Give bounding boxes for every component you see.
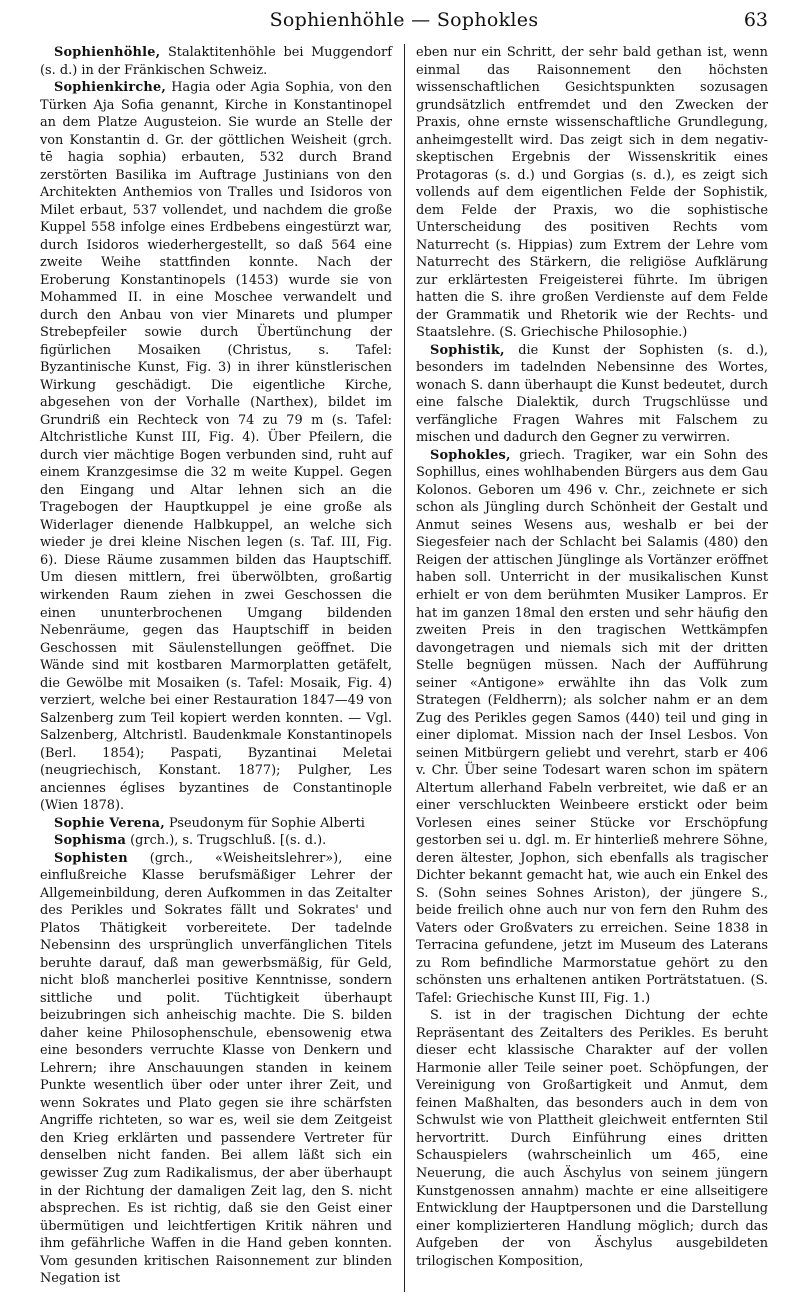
entry-text: eben nur ein Schritt, der sehr bald gethan ist, wenn einmal das Raisonnement den höchsten wissenschaftlichen Gesichtspunkten sozusagen grundsätzlich entfremdet und den Zwecken der Praxis, ohne ernste wissenschaftliche Grundlegung, anheimgestellt wird. Das zeigt sich in dem negativ-skeptischen Ergebnis der Wissenskritik eines Protagoras (s. d.) und Gorgias (s. d.), es zeigt sich vollends auf dem eigentlichen Felde der Sophistik, dem Felde der Praxis, wo die sophistische Unterscheidung des positiven Rechts vom Naturrecht (s. Hippias) zum Extrem der Lehre vom Naturrecht des Stärkern, die religiöse Aufklärung zur erklärtesten Freigeisterei führte. Im übrigen hatten die S. ihre großen Verdienste auf dem Felde der Grammatik und Rhetorik wie der Rechts- und Staatslehre. (S. Griechische Philosophie.) [416,45,768,341]
right-column [416,44,768,1288]
page-header [40,0,768,44]
entry-text: die Kunst der Sophisten (s. d.), besonders im tadelnden Nebensinne des Wortes, wonach S. dann überhaupt die Kunst bedeutet, durch eine falsche Dialektik, durch Trugschlüsse und verfängliche Fragen Wahres mit Falschem zu mischen und dadurch den Gegner zu verwirren. [416,342,768,446]
entry-sophie-verena [40,815,392,833]
entry-text: Pseudonym für Sophie Alberti [164,815,365,831]
entry-text: griech. Tragiker, war ein Sohn des Sophillus, eines wohlhabenden Bürgers aus dem Gau Kolonos. Geboren um 496 v. Chr., zeichnete er sich schon als Jüngling durch Schönheit der Gestalt und Anmut seines Wesens aus, weshalb er bei der Siegesfeier nach der Schlacht bei Salamis (480) den Reigen der attischen Jünglinge als Vortänzer eröffnet haben soll. Unterricht in der musikalischen Kunst erhielt er von dem berühmten Musiker Lampros. Er hat im ganzen 18mal den ersten und sehr häufig den zweiten Preis in den tragischen Wettkämpfen davongetragen und niemals sich mit der dritten Stelle begnügen müssen. Nach der Aufführung seiner «Antigone» erwählte ihn das Volk zum Strategen (Feldherrn); als solcher nahm er an dem Zug des Perikles gegen Samos (440) teil und ging in einer diplomat. Mission nach der Insel Lesbos. Von seinen Mitbürgern geliebt und verehrt, starb er 406 v. Chr. Über seine Todesart waren schon im spätern Altertum allerhand Fabeln verbreitet, wie daß er an einer verschluckten Weinbeere erstickt oder beim Vorlesen eines seiner Stücke vor Erschöpfung gestorben sei u. dgl. m. Er hinterließ mehrere Söhne, deren ältester, Jophon, sich ebenfalls als tragischer Dichter bekannt gemacht hat, wie auch ein Enkel des S. (Sohn seines Sohnes Ariston), der jüngere S., beide freilich ohne auch nur von fern den Ruhm des Vaters oder Großvaters zu erreichen. Seine 1838 in Terracina gefundene, jetzt im Museum des Laterans zu Rom befindliche Marmorstatue gehört zu den schönsten uns erhaltenen antiken Porträtstatuen. (S. Tafel: Griechische Kunst III, Fig. 1.) [416,447,768,1006]
entry-text: (grch., «Weisheitslehrer»), eine einflußreiche Klasse berufsmäßiger Lehrer der Allgemeinbildung, deren Aufkommen in das Zeitalter des Perikles und Sokrates fällt und Sokrates' und Platos Thätigkeit vorbereitete. Der tadelnde Nebensinn des ursprünglich unverfänglichen Titels beruhte darauf, daß man gewerbsmäßig, für Geld, nicht bloß mancherlei positive Kenntnisse, sondern sittliche und polit. Tüchtigkeit überhaupt beizubringen sich anheischig machte. Die S. bilden daher keine Philosophenschule, ebensowenig etwa eine besonders verruchte Klasse von Denkern und Lehrern; ihre Anschauungen standen in keinem Punkte wesentlich über oder unter ihrer Zeit, und wenn Sokrates und Plato gegen sie ihre schärfsten Angriffe richteten, so war es, weil sie dem Zeitgeist den Krieg erklärten und passendere Vertreter für denselben nicht fanden. Bei allem läßt sich ein gewisser Zug zum Radikalismus, der aber überhaupt in der Richtung der damaligen Zeit lag, den S. nicht absprechen. Es ist richtig, daß sie den Geist einer übermütigen und leichtfertigen Kritik nähren und ihm gefährliche Waffen in die Hand geben konnten. Vom gesunden kritischen Raisonnement zur blinden Negation ist [40,850,392,1287]
entry-text: Stalaktitenhöhle bei Muggendorf (s. d.) in der Fränkischen Schweiz. [40,45,392,78]
entry-lemma: Sophisten [54,850,128,866]
entry-lemma: Sophienkirche, [54,80,167,96]
entry-text: S. ist in der tragischen Dichtung der echte Repräsentant des Zeitalters des Perikles. Es beruht dieser echt klassische Charakter auf der vollen Harmonie aller Teile seiner poet. Schöpfungen, der Vereinigung von Großartigkeit und Anmut, dem feinen Maßhalten, das besonders auch in dem von Schwulst wie von Plattheit gleichweit entfernten Stil hervortritt. Durch Einführung eines dritten Schauspielers (wahrscheinlich um 465, eine Neuerung, die auch Äschylus von seinem jüngern Kunstgenossen annahm) machte er eine allseitigere Entwicklung der Hauptpersonen und die Darstellung einer komplizierteren Handlung möglich; durch das Aufgeben der von Äschylus ausgebildeten trilogischen Komposition, [416,1008,768,1269]
entry-lemma: Sophienhöhle, [54,45,161,60]
left-column [40,44,392,1288]
entry-lemma: Sophistik, [430,342,505,358]
entry-text: Hagia oder Agia Sophia, von den Türken Aja Sofia genannt, Kirche in Konstantinopel an dem Platze Augusteion. Sie wurde an Stelle der von Konstantin d. Gr. der göttlichen Weisheit (grch. tē hagia sophia) erbauten, 532 durch Brand zerstörten Basilika im Auftrage Justinians von den Architekten Anthemios von Tralles und Isidoros von Milet erbaut, 537 vollendet, und nachdem die große Kuppel 558 infolge eines Erdbebens eingestürzt war, durch Isidoros wiederhergestellt, so daß 564 eine zweite Weihe stattfinden konnte. Nach der Eroberung Konstantinopels (1453) wurde sie von Mohammed II. in eine Moschee verwandelt und durch den Anbau von vier Minarets und plumper Strebepfeiler sowie durch Übertünchung der figürlichen Mosaiken (Christus, s. Tafel: Byzantinische Kunst, Fig. 3) in ihrer künstlerischen Wirkung geschädigt. Die eigentliche Kirche, abgesehen von der Vorhalle (Narthex), bildet im Grundriß ein Rechteck von 74 zu 79 m (s. Tafel: Altchristliche Kunst III, Fig. 4). Über Pfeilern, die durch vier mächtige Bogen verbunden sind, ruht auf einem Kranzgesimse die 32 m weite Kuppel. Gegen den Eingang und Altar lehnen sich an die Tragebogen der Hauptkuppel je eine große als Widerlager dienende Halbkuppel, an welche sich wieder je drei kleine Nischen legen (s. Taf. III, Fig. 6). Diese Räume zusammen bilden das Hauptschiff. Um diesen mittlern, frei überwölbten, großartig wirkenden Raum ziehen in zwei Geschossen die einen ununterbrochenen Umgang bildenden Nebenräume, gegen das Hauptschiff in beiden Geschossen mit Säulenstellungen geöffnet. Die Wände sind mit kostbaren Marmorplatten getäfelt, die Gewölbe mit Mosaiken (s. Tafel: Mosaik, Fig. 4) verziert, welche bei einer Restauration 1847—49 von Salzenberg zum Teil kopiert werden konnten. — Vgl. Salzenberg, Altchristl. Baudenkmale Konstantinopels (Berl. 1854); Paspati, Byzantinai Meletai (neugriechisch, Konstant. 1877); Pulgher, Les anciennes églises byzantines de Constantinople (Wien 1878). [40,80,392,814]
column-divider [404,44,405,1292]
entry-sophistik [416,342,768,447]
entry-sophokles [416,447,768,1008]
entry-sophienkirche [40,79,392,815]
entry-lemma: Sophokles, [430,447,511,463]
page-number: 63 [743,9,768,31]
running-title: Sophienhöhle — Sophokles [269,9,539,31]
entry-sophisten-continued [416,44,768,342]
entry-sophisten [40,850,392,1288]
entry-lemma: Sophie Verena, [54,815,165,831]
text-columns [40,44,768,1288]
entry-lemma: Sophisma [54,833,127,849]
entry-sophienhoehle [40,44,392,79]
entry-sophokles-paragraph [416,1007,768,1270]
entry-text: (grch.), s. Trugschluß. [(s. d.). [126,833,327,849]
entry-sophisma [40,832,392,850]
